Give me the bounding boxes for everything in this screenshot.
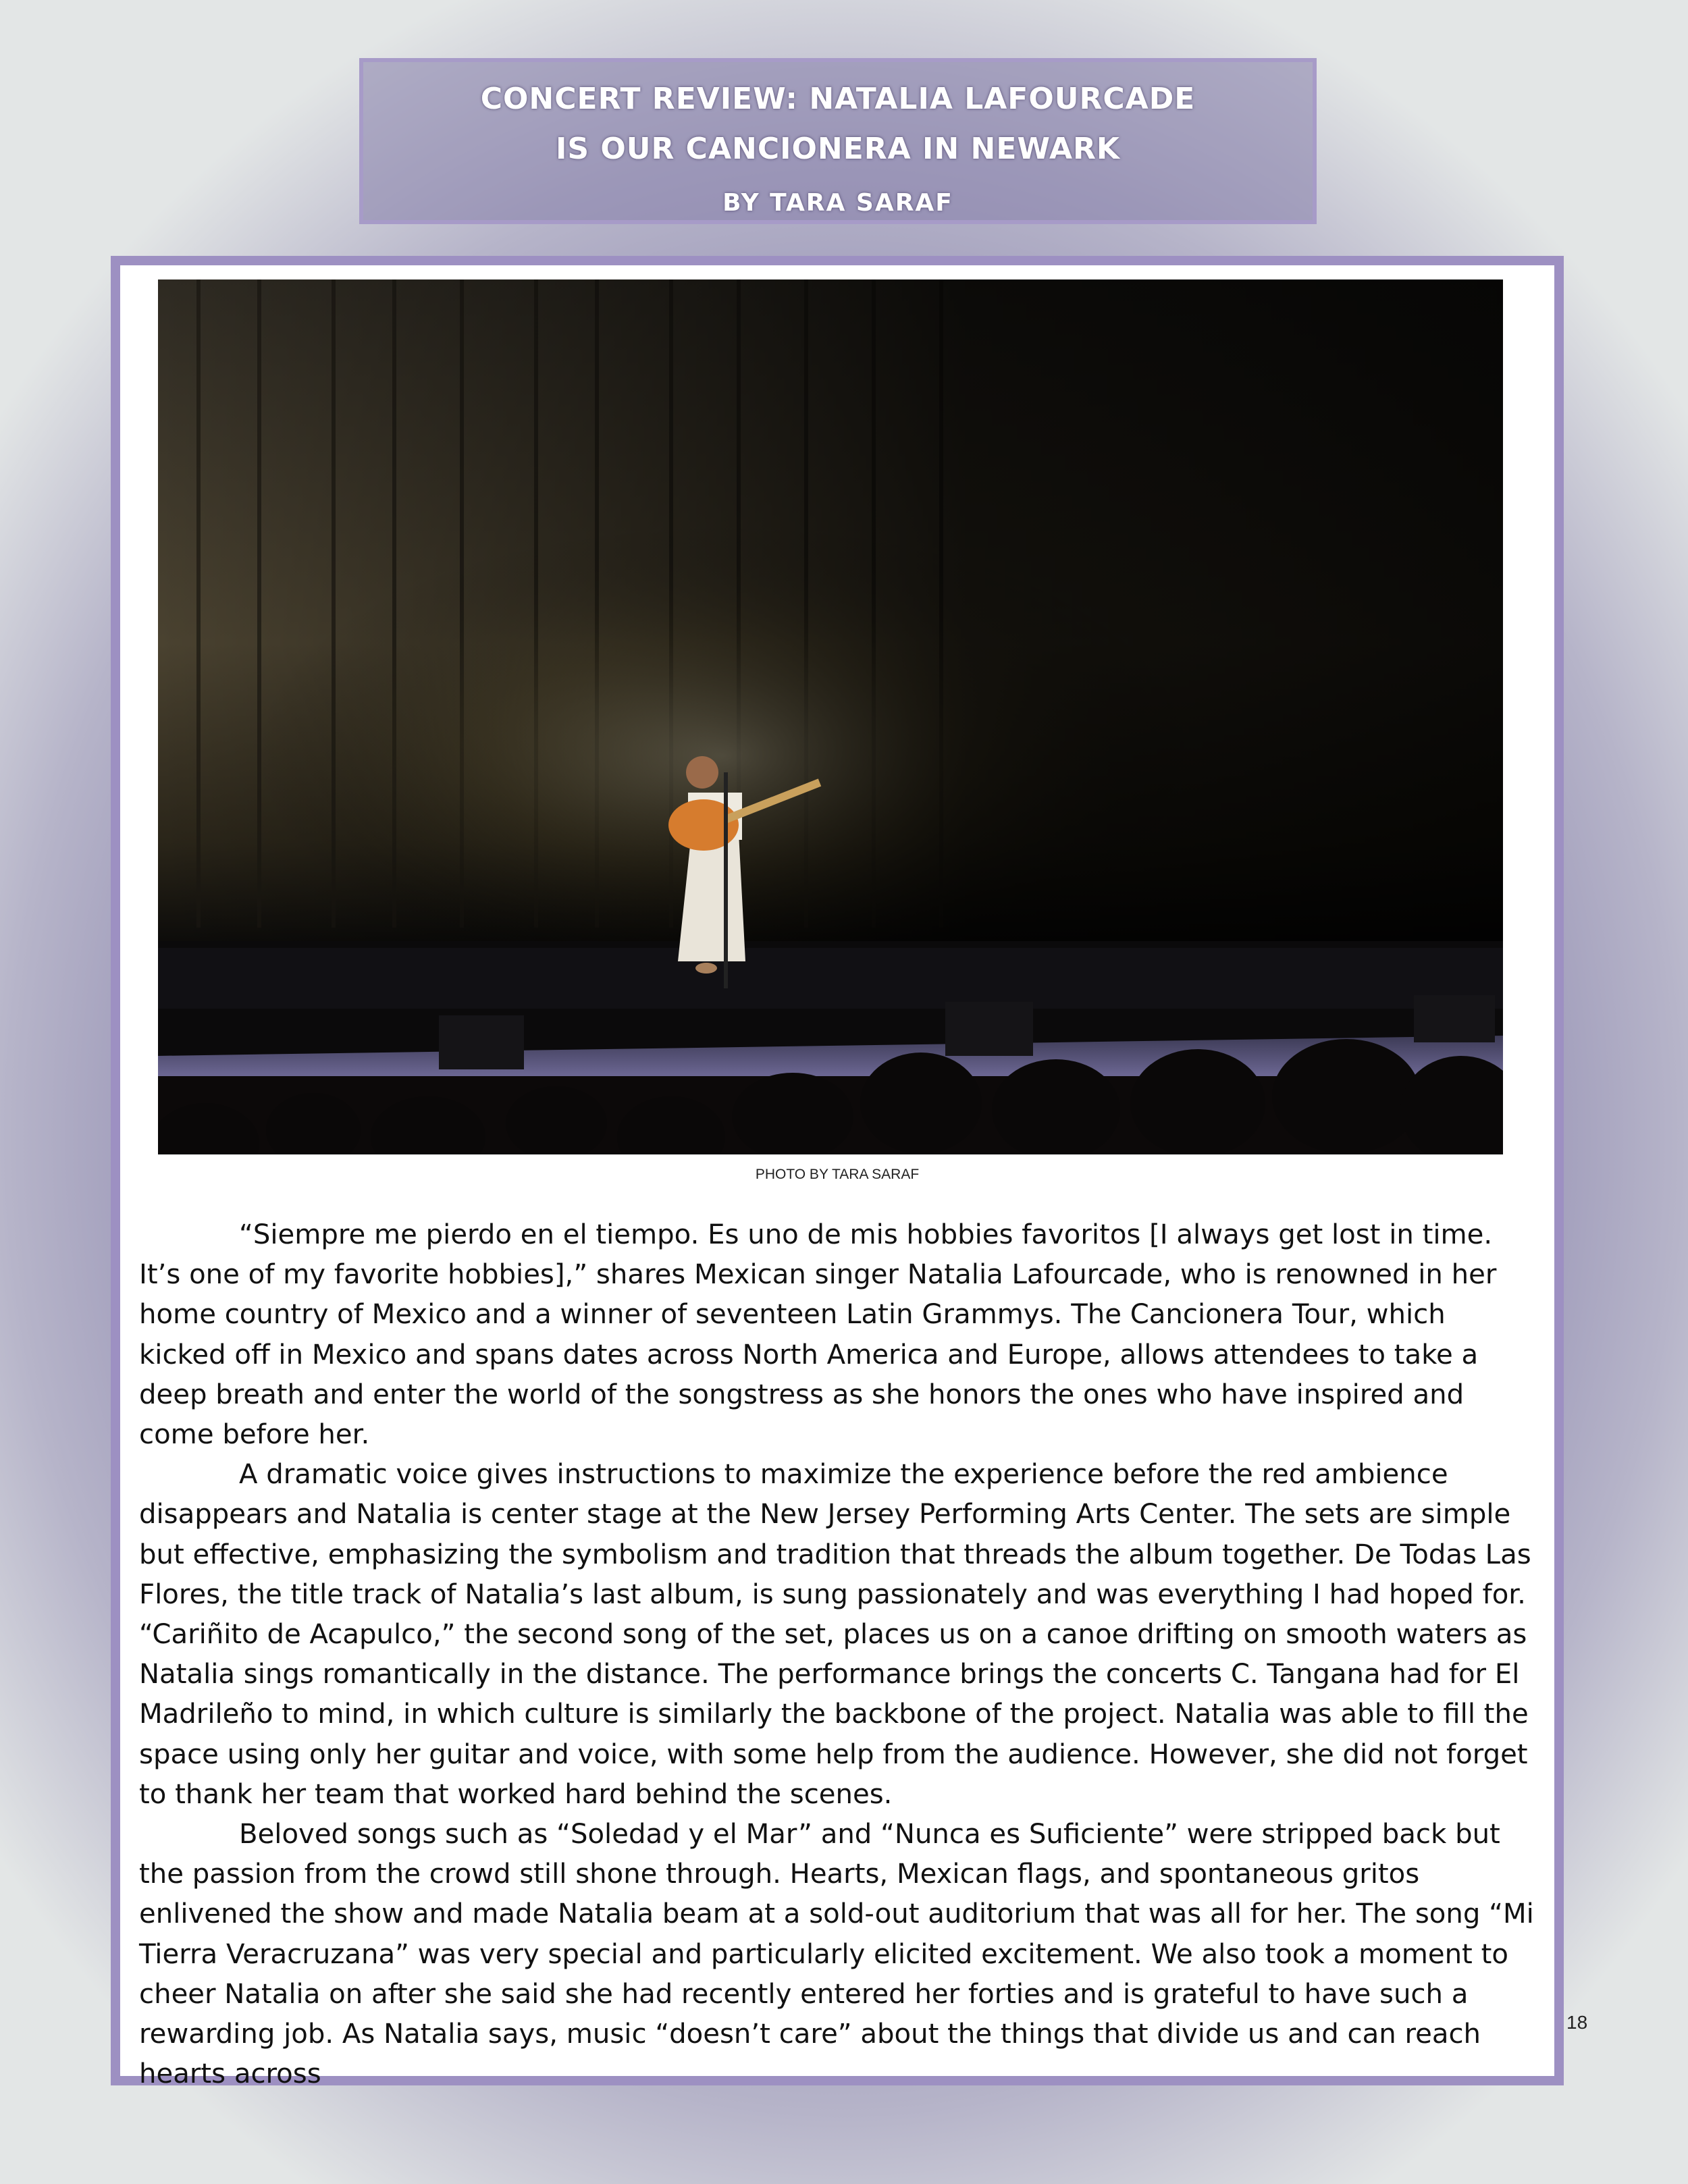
title-line-1: CONCERT REVIEW: NATALIA LAFOURCADE: [480, 82, 1196, 116]
article-paragraph: “Siempre me pierdo en el tiempo. Es uno de mis hobbies favoritos [I always get lost in time. It’s one of my favorite hobbies],” shares Mexican singer Natalia Lafourcade, who is renowned in her home country of Mexico and a winner of seventeen Latin Grammys. The Cancionera Tour, which kicked off in Mexico and spans dates across North America and Europe, allows attendees to take a deep breath and enter the world of the songstress as she honors the ones who have inspired and come before her.: [139, 1219, 1497, 1451]
article-body: [139, 1215, 1537, 2094]
header-box: [359, 58, 1317, 224]
title-line-2: IS OUR CANCIONERA IN NEWARK: [555, 132, 1121, 166]
article-paragraph: A dramatic voice gives instructions to maximize the experience before the red ambience disappears and Natalia is center stage at the New Jersey Performing Arts Center. The sets are simple but effective, emphasizing the symbolism and tradition that threads the album together. De Todas Las Flores, the title track of Natalia’s last album, is sung passionately and was everything I had hoped for. “Cariñito de Acapulco,” the second song of the set, places us on a canoe drifting on smooth waters as Natalia sings romantically in the distance. The performance brings the concerts C. Tangana had for El Madrileño to mind, in which culture is similarly the backbone of the project. Natalia was able to fill the space using only her guitar and voice, with some help from the audience. However, she did not forget to thank her team that worked hard behind the scenes.: [139, 1459, 1531, 1810]
article-paragraph: Beloved songs such as “Soledad y el Mar” and “Nunca es Suficiente” were stripped back but the passion from the crowd still shone through. Hearts, Mexican flags, and spontaneous gritos enlivened the show and made Natalia beam at a sold-out auditorium that was all for her. The song “Mi Tierra Veracruzana” was very special and particularly elicited excitement. We also took a moment to cheer Natalia on after she said she had recently entered her forties and is grateful to have such a rewarding job. As Natalia says, music “doesn’t care” about the things that divide us and can reach hearts across: [139, 1819, 1534, 2090]
concert-photo: [158, 279, 1503, 1154]
page-number: 18: [1566, 2012, 1588, 2033]
photo-caption: PHOTO BY TARA SARAF: [755, 1167, 920, 1182]
byline: BY TARA SARAF: [722, 189, 953, 217]
article-title: [363, 62, 1313, 174]
